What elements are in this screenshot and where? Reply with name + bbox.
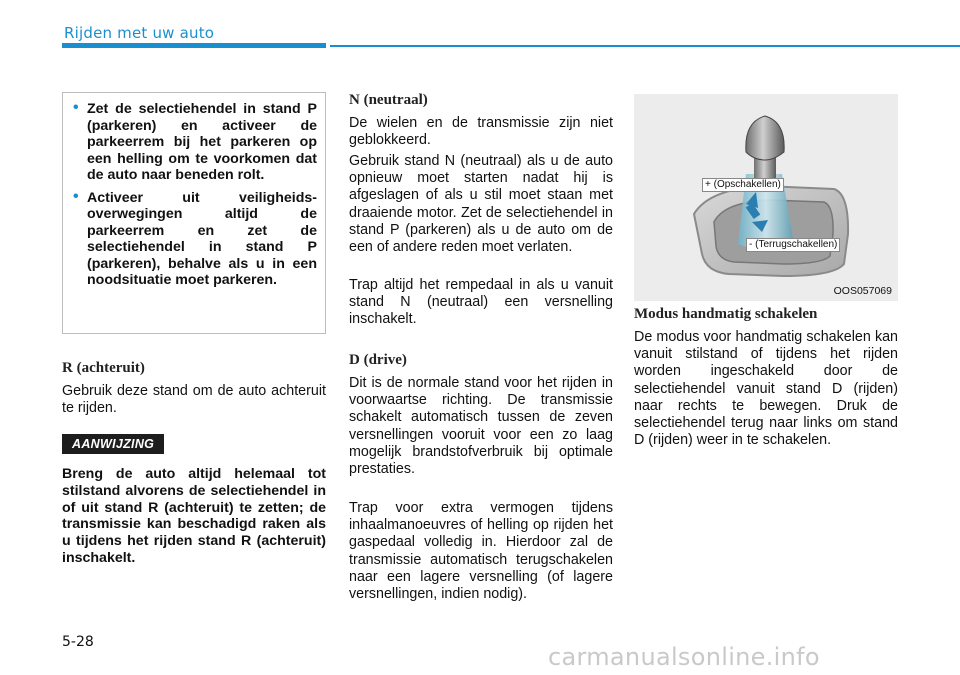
bullet-icon: •: [73, 187, 79, 205]
manual-mode-text: De modus voor handmatig schakelen kan vanuit stilstand of tijdens het rijden worden ingeschakeld door de selectiehendel vanuit stand D (rijden) naar rechts te bewegen. Druk de selectiehendel terug naar links om stand D (rijden) weer in te schakelen.: [634, 329, 898, 449]
n-paragraph-2: Gebruik stand N (neutraal) als u de auto opnieuw moet starten nadat hij is afgeslagen of als u stil moet staan met draaiende motor. Zet de selectiehendel in stand P (parkeren) als u de auto om de een of andere reden moet verlaten.: [349, 153, 613, 256]
notice-text: Breng de auto altijd helemaal tot stilstand alvorens de selectiehendel in of uit stand R (achteruit) te zetten; de transmissie kan beschadigd raken als u tijdens het rijden stand R (achteruit) inschakelt.: [62, 466, 326, 566]
shift-down-label: - (Terrugschakellen): [746, 238, 840, 252]
bullet-icon: •: [73, 99, 79, 116]
r-text: Gebruik deze stand om de auto achteruit te rijden.: [62, 383, 326, 417]
d-heading: D (drive): [349, 352, 407, 368]
header-rule-thick: [62, 43, 326, 48]
n-heading: N (neutraal): [349, 92, 428, 108]
section-title: Rijden met uw auto: [64, 24, 215, 42]
d-paragraph-2: Trap voor extra vermogen tijdens inhaalmanoeuvres of helling op rijden het gaspedaal volledig in. Hierdoor zal de transmissie automatisch terugschakelen naar een lagere versnelling (of lagere versnellingen, indien nodig).: [349, 500, 613, 603]
gear-shifter-illustration: [634, 94, 898, 301]
note-item: [73, 101, 317, 184]
note-list: [73, 101, 317, 289]
page-number: 5-28: [62, 634, 94, 650]
manual-mode-heading: Modus handmatig schakelen: [634, 306, 818, 322]
note-item-text: Zet de selectiehendel in stand P (parkeren) en activeer de parkeerrem bij het parkeren op een helling om te voorkomen dat de auto naar beneden rolt.: [87, 101, 317, 183]
shift-up-label: + (Opschakellen): [702, 178, 784, 192]
watermark: carmanualsonline.info: [548, 643, 820, 671]
header-rule-thin: [330, 45, 960, 47]
n-paragraph-3: Trap altijd het rempedaal in als u vanuit stand N (neutraal) een versnelling inschakelt.: [349, 277, 613, 328]
r-heading: R (achteruit): [62, 360, 145, 376]
note-item: [73, 187, 317, 289]
n-paragraph-1: De wielen en de transmissie zijn niet geblokkeerd.: [349, 115, 613, 149]
gear-shifter-figure: [634, 94, 898, 301]
warning-note-box: [62, 92, 326, 334]
d-paragraph-1: Dit is de normale stand voor het rijden in voorwaartse richting. De transmissie schakelt automatisch tussen de zeven versnellingen vooruit voor een zo laag mogelijk brandstofverbruik bij optimale prestaties.: [349, 375, 613, 478]
figure-code: OOS057069: [833, 285, 892, 297]
notice-badge: AANWIJZING: [62, 434, 164, 454]
note-item-text: Activeer uit veiligheids-overwegingen altijd de parkeerrem en zet de selectiehendel in stand P (parkeren), behalve als u in een noodsituatie moet parkeren.: [87, 189, 317, 288]
